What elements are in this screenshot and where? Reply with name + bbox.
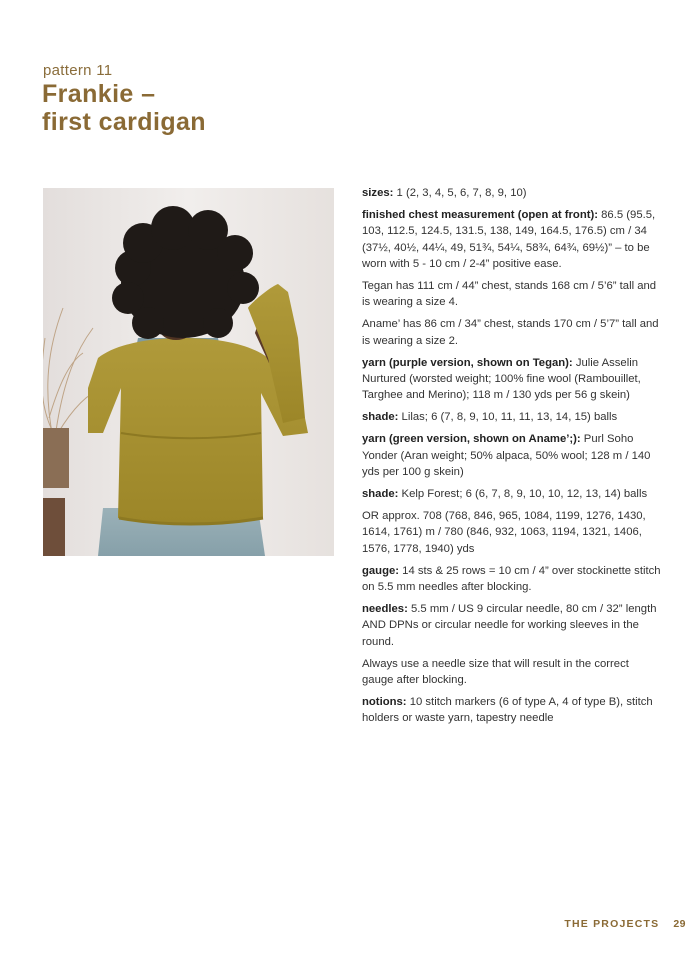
spec-shade-purple: shade: Lilas; 6 (7, 8, 9, 10, 11, 11, 13, 14, 15) balls — [362, 411, 618, 424]
title-line-1: Frankie – — [42, 80, 156, 108]
spec-yardage: OR approx. 708 (768, 846, 965, 1084, 1199, 1276, 1430, 1614, 1761) m / 780 (846, 932, 1063, 1194, 1321, 1406, 1576, 1778, 1940) yds — [362, 509, 646, 555]
spec-yarn-purple: yarn (purple version, shown on Tegan): Julie Asselin Nurtured (worsted weight; 100% fine wool (Rambouillet, Targhee and Merino); 118 m / 130 yds per 56 g skein) — [362, 356, 641, 402]
page-footer — [564, 918, 686, 930]
spec-needles: needles: 5.5 mm / US 9 circular needle, 80 cm / 32” length AND DPNs or circular needle for working sleeves in the round. — [362, 602, 657, 648]
vase — [43, 428, 69, 488]
page-title — [42, 80, 206, 136]
side-table — [43, 498, 65, 556]
spec-sizes: sizes: 1 (2, 3, 4, 5, 6, 7, 8, 9, 10) — [362, 187, 527, 199]
spec-chest-measurement: finished chest measurement (open at front): 86.5 (95.5, 103, 112.5, 124.5, 131.5, 138, 149, 164.5, 176.5) cm / 34 (37½, 40½, 44¼, 49, 51¾, 54¼, 58¾, 64¾, 69½)” – to be worn with 5 - 10 cm / 2-4” positive ease. — [362, 208, 656, 271]
title-line-2: first cardigan — [42, 108, 206, 136]
cardigan-photo — [43, 188, 334, 556]
pattern-specs — [362, 185, 662, 732]
pattern-number: pattern 11 — [43, 62, 113, 79]
photo-illustration — [43, 188, 334, 556]
spec-model-tegan: Tegan has 111 cm / 44” chest, stands 168 cm / 5’6” tall and is wearing a size 4. — [362, 280, 657, 309]
spec-needle-note: Always use a needle size that will result in the correct gauge after blocking. — [362, 657, 629, 687]
page-number: 29 — [673, 918, 686, 930]
spec-yarn-green: yarn (green version, shown on Aname’;): Purl Soho Yonder (Aran weight; 50% alpaca, 50% wool; 128 m / 140 yds per 100 g skein) — [362, 433, 651, 479]
spec-notions: notions: 10 stitch markers (6 of type A, 4 of type B), stitch holders or waste yarn, tapestry needle — [362, 695, 653, 725]
spec-gauge: gauge: 14 sts & 25 rows = 10 cm / 4” over stockinette stitch on 5.5 mm needles after blocking. — [362, 564, 661, 594]
spec-shade-green: shade: Kelp Forest; 6 (6, 7, 8, 9, 10, 10, 12, 13, 14) balls — [362, 488, 648, 500]
spec-model-aname: Aname’ has 86 cm / 34” chest, stands 170 cm / 5’7” tall and is wearing a size 2. — [362, 318, 659, 347]
section-name: THE PROJECTS — [564, 918, 660, 930]
